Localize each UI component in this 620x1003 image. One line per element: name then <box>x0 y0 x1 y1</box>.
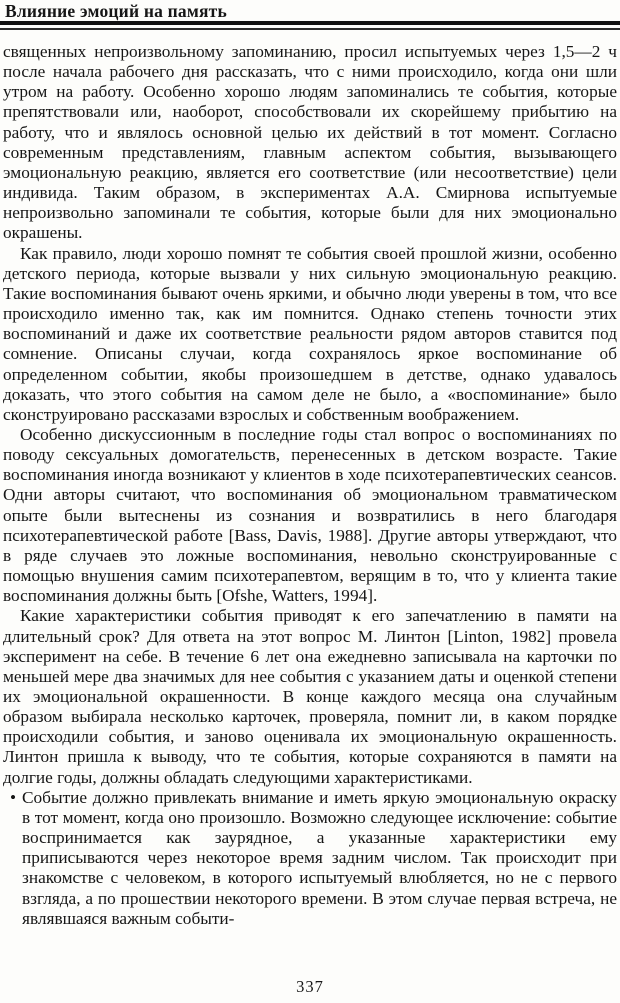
paragraph-1: священных непроизвольному запоминанию, просил испытуемых через 1,5—2 ч после начала рабочего дня рассказать, что с ними происходило, когда они шли утром на работу. Особенно хорошо людям запоминались те события, которые препятствовали или, наоборот, способствовали их скорейшему прибытию на работу, что и являлось основной целью их действий в тот момент. Согласно современным представлениям, главным аспектом события, вызывающего эмоциональную реакцию, является его соответствие (или несоответствие) цели индивида. Таким образом, в экспериментах А.А. Смирнова испытуемые непроизвольно запоминали те события, которые были для них эмоционально окрашены. <box>3 42 617 243</box>
paragraph-2: Как правило, люди хорошо помнят те события своей прошлой жизни, особенно детского периода, которые вызвали у них сильную эмоциональную реакцию. Такие воспоминания бывают очень яркими, и обычно люди уверены в том, что все происходило именно так, как им помнится. Однако степень точности этих воспоминаний и даже их соответствие реальности рядом авторов ставится под сомнение. Описаны случаи, когда сохранялось яркое воспоминание об определенном событии, якобы произошедшем в детстве, однако удавалось доказать, что этого события на самом деле не было, а «воспоминание» было сконструировано рассказами взрослых и собственным воображением. <box>3 243 617 424</box>
bullet-text: Событие должно привлекать внимание и иметь яркую эмоциональную окраску в тот момент, когда оно произошло. Возможно следующее исключение: событие воспринимается как заурядное, а указанные характеристики ему приписываются через некоторое время задним числом. Так происходит при знакомстве с человеком, в которого испытуемый влюбляется, но не с первого взгляда, а по прошествии некоторого времени. В этом случае первая встреча, не являвшаяся важным событи- <box>22 787 617 928</box>
body-text <box>3 42 617 929</box>
page-number: 337 <box>296 977 324 996</box>
bullet-icon: • <box>10 787 17 807</box>
paragraph-3: Особенно дискуссионным в последние годы стал вопрос о воспоминаниях по поводу сексуальных домогательств, перенесенных в детском возрасте. Такие воспоминания иногда возникают у клиентов в ходе психотерапевтических сеансов. Одни авторы считают, что воспоминания об эмоциональном травматическом опыте были вытеснены из сознания и возвратились в него благодаря психотерапевтической работе [Bass, Davis, 1988]. Другие авторы утверждают, что в ряде случаев это ложные воспоминания, невольно сконструированные с помощью внушения самим психотерапевтом, верящим в то, что у клиента такие воспоминания должны быть [Ofshe, Watters, 1994]. <box>3 424 617 606</box>
bullet-item <box>3 788 617 929</box>
running-head-title: Влияние эмоций на память <box>5 1 227 21</box>
header-rule-thin <box>0 28 620 30</box>
header-rule-thick <box>0 21 620 25</box>
paragraph-4: Какие характеристики события приводят к его запечатлению в памяти на длительный срок? Для ответа на этот вопрос М. Линтон [Linton, 1982] провела эксперимент на себе. В течение 6 лет она ежедневно записывала на карточки по меньшей мере два значимых для нее события с указанием даты и оценкой степени их эмоциональной окрашенности. В конце каждого месяца она случайным образом выбирала несколько карточек, проверяла, помнит ли, в каком порядке происходили события, и заново оценивала их эмоциональную окрашенность. Линтон пришла к выводу, что те события, которые сохраняются в памяти на долгие годы, должны обладать следующими характеристиками. <box>3 606 617 787</box>
